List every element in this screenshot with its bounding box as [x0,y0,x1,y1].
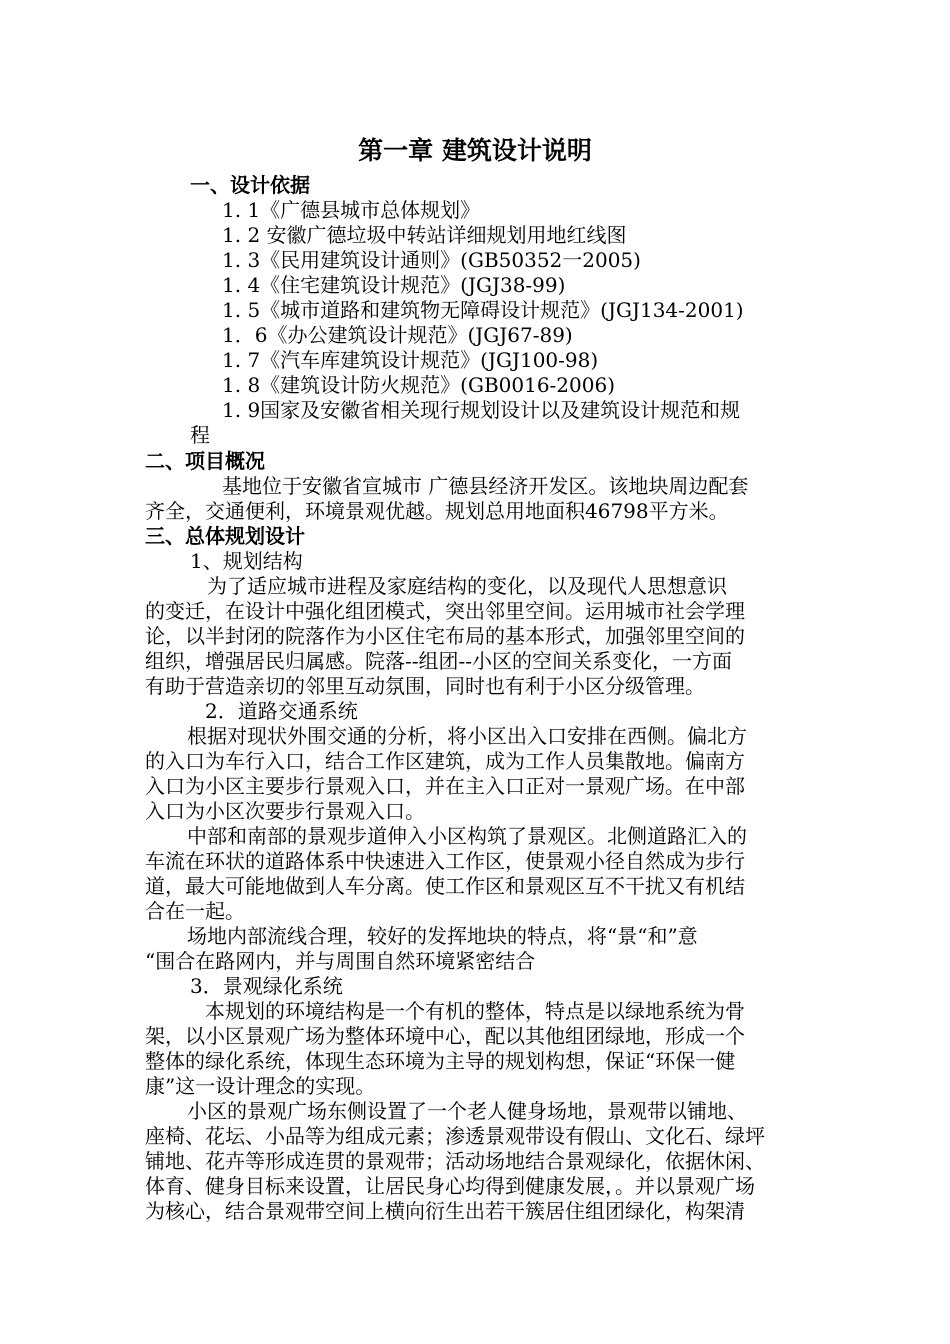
chapter-title: 第一章 建筑设计说明 [358,136,592,165]
paragraph-line: 铺地、花卉等形成连贯的景观带；活动场地结合景观绿化，依据休闲、 [145,1149,765,1173]
paragraph-line: 有助于营造亲切的邻里互动氛围，同时也有利于小区分级管理。 [145,674,705,698]
paragraph-line: 合在一起。 [145,899,245,923]
basis-item-continuation: 程 [190,423,210,447]
paragraph-line: 根据对现状外围交通的分析，将小区出入口安排在西侧。偏北方 [187,724,747,748]
paragraph-line: 场地内部流线合理，较好的发挥地块的特点，将“景“和”意 [187,924,698,948]
paragraph-line: “围合在路网内，并与周围自然环境紧密结合 [145,949,536,973]
paragraph-line: 本规划的环境结构是一个有机的整体，特点是以绿地系统为骨 [205,999,745,1023]
paragraph-line: 入口为小区次要步行景观入口。 [145,799,425,823]
paragraph-line: 入口为小区主要步行景观入口，并在主入口正对一景观广场。在中部 [145,774,745,798]
overview-line: 基地位于安徽省宣城市 广德县经济开发区。该地块周边配套 [222,474,749,498]
section-heading-project-overview: 二、项目概况 [145,449,265,473]
paragraph-line: 的入口为车行入口，结合工作区建筑，成为工作人员集散地。偏南方 [145,749,745,773]
section-heading-design-basis: 一、设计依据 [190,173,310,197]
basis-item: 1. 1《广德县城市总体规划》 [222,198,481,222]
basis-item: 1. 7《汽车库建筑设计规范》(JGJ100-98) [222,348,599,372]
paragraph-line: 康”这一设计理念的实现。 [145,1074,376,1098]
paragraph-line: 体育、健身目标来设置，让居民身心均得到健康发展，。并以景观广场 [145,1174,755,1198]
basis-item: 1. 2 安徽广德垃圾中转站详细规划用地红线图 [222,223,627,247]
paragraph-line: 组织，增强居民归属感。院落--组团--小区的空间关系变化，一方面 [145,649,733,673]
section-heading-master-plan: 三、总体规划设计 [145,524,305,548]
subheading-planning-structure: 1、规划结构 [190,549,303,573]
paragraph-line: 为了适应城市进程及家庭结构的变化，以及现代人思想意识 [207,574,727,598]
basis-item: 1. 5《城市道路和建筑物无障碍设计规范》(JGJ134-2001) [222,298,744,322]
basis-item: 1. 9国家及安徽省相关现行规划设计以及建筑设计规范和规 [222,398,741,422]
paragraph-line: 架，以小区景观广场为整体环境中心，配以其他组团绿地，形成一个 [145,1024,745,1048]
paragraph-line: 的变迁，在设计中强化组团模式，突出邻里空间。运用城市社会学理 [145,599,745,623]
paragraph-line: 中部和南部的景观步道伸入小区构筑了景观区。北侧道路汇入的 [187,824,747,848]
paragraph-line: 座椅、花坛、小品等为组成元素；渗透景观带设有假山、文化石、绿坪 [145,1124,765,1148]
overview-line: 齐全，交通便利，环境景观优越。规划总用地面积46798平方米。 [145,499,729,523]
basis-item: 1．6《办公建筑设计规范》(JGJ67-89) [222,323,573,347]
paragraph-line: 道，最大可能地做到人车分离。使工作区和景观区互不干扰又有机结 [145,874,745,898]
subheading-landscape-greening: 3．景观绿化系统 [190,974,343,998]
paragraph-line: 小区的景观广场东侧设置了一个老人健身场地，景观带以铺地、 [187,1099,747,1123]
paragraph-line: 论，以半封闭的院落作为小区住宅布局的基本形式，加强邻里空间的 [145,624,745,648]
basis-item: 1. 4《住宅建筑设计规范》(JGJ38-99) [222,273,566,297]
basis-item: 1. 8《建筑设计防火规范》(GB0016-2006) [222,373,615,397]
paragraph-line: 为核心，结合景观带空间上横向衍生出若干簇居住组团绿化，构架清 [145,1199,745,1223]
basis-item: 1. 3《民用建筑设计通则》(GB50352一2005) [222,248,641,272]
subheading-road-traffic: 2．道路交通系统 [205,699,358,723]
paragraph-line: 整体的绿化系统，体现生态环境为主导的规划构想，保证“环保一健 [145,1049,736,1073]
paragraph-line: 车流在环状的道路体系中快速进入工作区，使景观小径自然成为步行 [145,849,745,873]
